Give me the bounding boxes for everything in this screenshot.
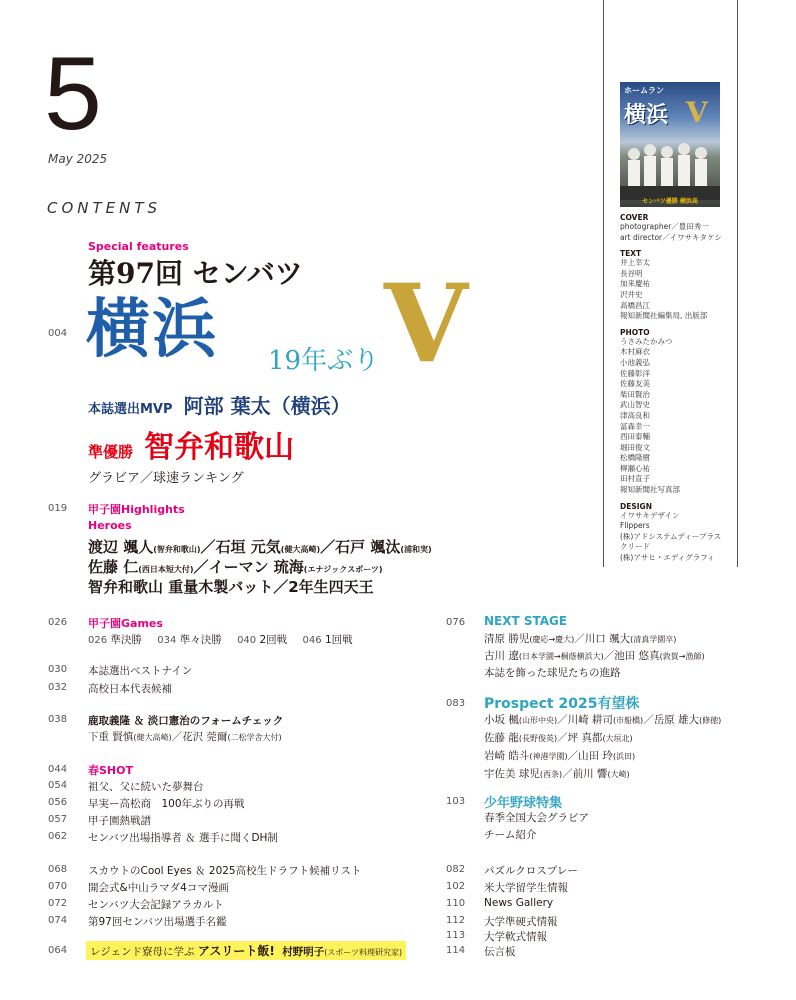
entry-page: 070 xyxy=(48,881,68,892)
player-name: 岳原 雄大 xyxy=(653,714,700,726)
hero-name: イーマン 琉海 xyxy=(208,558,304,576)
heroes-label: Heroes xyxy=(88,519,132,532)
player-school: (西条) xyxy=(539,770,563,779)
cover-banner: センバツ優勝 横浜高 xyxy=(642,198,698,205)
player-school: (大垣北) xyxy=(602,734,633,743)
entry-page: 032 xyxy=(48,682,68,693)
credits-design-line: Flippers xyxy=(620,521,650,531)
prospect-label: Prospect 2025有望株 xyxy=(484,696,640,712)
runner-up-name: 智弁和歌山 xyxy=(144,430,295,465)
shot-label: 春SHOT xyxy=(88,764,133,777)
prospect-line xyxy=(484,730,633,745)
hero-school: (エナジックスポーツ) xyxy=(303,565,383,574)
entry-page: 113 xyxy=(446,930,466,941)
credits-photo-line: 西田泰輔 xyxy=(620,432,650,442)
separator: ／ xyxy=(557,732,568,744)
player-school: (山形中央) xyxy=(518,716,558,725)
boys-item: 春季全国大会グラビア xyxy=(484,812,589,824)
player-name: 古川 遼 xyxy=(484,650,519,662)
credits-photo-label: PHOTO xyxy=(620,327,650,337)
prospect-line xyxy=(484,748,635,763)
legend-lead: レジェンド寮母に学ぶ xyxy=(90,946,195,958)
entry-page: 030 xyxy=(48,664,68,675)
legend-title: アスリート飯! xyxy=(197,944,275,958)
credits-photo-line: 松橋隆樹 xyxy=(620,453,650,463)
game-label: 準々決勝 xyxy=(179,634,222,646)
entry-page: 056 xyxy=(48,797,68,808)
credits-photo-line: うさみたかみつ xyxy=(620,336,673,346)
divider-vertical-right xyxy=(737,0,738,567)
credits-design-line: (株)アドシステムディープラス xyxy=(620,531,722,541)
separator: ／ xyxy=(574,633,585,645)
games-label: 甲子園Games xyxy=(88,617,163,630)
credits-text-line: 加来慶祐 xyxy=(620,279,650,289)
mvp-row xyxy=(88,390,351,419)
entry-page: 082 xyxy=(446,864,466,875)
player-name: 川口 颯大 xyxy=(584,633,631,645)
credits-design-label: DESIGN xyxy=(620,501,652,511)
legend-name: 村野明子 xyxy=(282,946,325,958)
credits-photo-line: 佐藤友美 xyxy=(620,379,650,389)
entry-page: 072 xyxy=(48,898,68,909)
player-school: (日本学園→桐蔭横浜大) xyxy=(518,652,604,661)
prospect-line xyxy=(484,766,630,781)
player-name: 花沢 莞爾 xyxy=(182,731,228,743)
special-v-mark: V xyxy=(384,261,468,387)
credits-text-line: 高橋昌江 xyxy=(620,300,650,310)
entry-title: 早実ー高松商 100年ぶりの再戦 xyxy=(88,798,245,810)
entry-title: 祖父、父に続いた夢舞台 xyxy=(88,781,204,793)
entry-title: 甲子園熱戦譜 xyxy=(88,815,151,827)
entry-page: 057 xyxy=(48,814,68,825)
player-school: (修徳) xyxy=(699,716,722,725)
entry-title: 大学準硬式情報 xyxy=(484,916,558,928)
player-school: (健大高崎) xyxy=(133,733,172,742)
player-school: (浜田) xyxy=(612,752,636,761)
credits-text-line: 長谷明 xyxy=(620,268,643,278)
player-name: 前川 響 xyxy=(572,768,608,780)
credits-text-line: 井上幸太 xyxy=(620,258,650,268)
game-label: 1回戦 xyxy=(324,634,353,646)
entry-page: 062 xyxy=(48,831,68,842)
credits-column xyxy=(620,213,735,564)
player-school: (神港学園) xyxy=(529,752,568,761)
entry-title: 高校日本代表候補 xyxy=(88,683,172,695)
credits-text-line: 沢井史 xyxy=(620,289,643,299)
player-name: 川崎 耕司 xyxy=(567,714,613,726)
player-name: 池田 悠真 xyxy=(614,650,660,662)
entry-page: 074 xyxy=(48,915,68,926)
entry-page: 068 xyxy=(48,864,68,875)
credits-photo-line: 田村直子 xyxy=(620,474,650,484)
mvp-name: 阿部 葉太（横浜） xyxy=(183,394,351,418)
entry-page: 114 xyxy=(446,945,466,956)
next-stage-label: NEXT STAGE xyxy=(484,614,568,628)
formcheck-players xyxy=(88,729,282,744)
credits-cover-line: photographer／豊田秀一 xyxy=(620,222,709,231)
shot-page: 044 xyxy=(48,764,68,775)
player-name: 小坂 楓 xyxy=(484,714,519,726)
special-line1: 第97回 センバツ xyxy=(88,257,303,290)
entry-page: 110 xyxy=(446,898,466,909)
entry-page: 054 xyxy=(48,780,68,791)
game-label: 準決勝 xyxy=(110,634,142,646)
credits-photo-line: 佐藤彰洋 xyxy=(620,368,650,378)
prospect-page: 083 xyxy=(446,698,466,709)
cover-team-photo xyxy=(620,130,720,200)
entry-title: 伝言板 xyxy=(484,946,516,958)
legend-banner xyxy=(86,941,406,960)
games-page-number: 026 xyxy=(48,617,68,628)
credits-photo-line: 木村麻衣 xyxy=(620,347,650,357)
heroes-line1 xyxy=(88,536,432,557)
player-name: 佐藤 龍 xyxy=(484,732,519,744)
credits-photo-line: 武山智史 xyxy=(620,400,650,410)
entry-title: 本誌選出ベストナイン xyxy=(88,665,193,677)
player-school: (慶応→慶大) xyxy=(529,635,575,644)
entry-page: 102 xyxy=(446,881,466,892)
highlights-label: 甲子園Highlights xyxy=(88,503,185,516)
boys-label: 少年野球特集 xyxy=(484,796,563,811)
player-school: (市船橋) xyxy=(612,716,644,725)
next-stage-line2 xyxy=(484,648,705,663)
credits-photo-line: 小池義弘 xyxy=(620,357,650,367)
player-name: 清原 勝児 xyxy=(484,633,530,645)
separator: ／ xyxy=(320,538,336,556)
cover-title-small: ホームラン xyxy=(624,86,664,95)
next-stage-page: 076 xyxy=(446,617,466,628)
separator: ／ xyxy=(603,650,615,662)
entry-title: 開会式&中山ラマダ4コマ漫画 xyxy=(88,882,229,894)
credits-photo-line: 冨森幸一 xyxy=(620,421,650,431)
credits-photo-line: 堀田俊文 xyxy=(620,442,650,452)
cover-v-mark: V xyxy=(686,96,708,129)
credits-design-line: (株)アサヒ・エディグラフィ xyxy=(620,553,715,563)
heroes-line2 xyxy=(88,556,383,577)
next-stage-line3: 本誌を飾った球児たちの進路 xyxy=(484,667,621,679)
highlights-page-number: 019 xyxy=(48,503,68,514)
hero-name: 渡辺 颯人 xyxy=(88,538,154,556)
entry-title: パズルクロスプレー xyxy=(484,865,578,877)
special-years: 19年ぶり xyxy=(268,346,380,376)
formcheck-title: 鹿取義隆 ＆ 淡口憲治のフォームチェック xyxy=(88,715,284,727)
special-page-number: 004 xyxy=(48,328,68,339)
issue-month: May 2025 xyxy=(48,152,108,166)
player-school: (清真学園卒) xyxy=(630,635,677,644)
gravure-line: グラビア／球速ランキング xyxy=(88,471,244,486)
mvp-label: 本誌選出MVP xyxy=(88,402,173,417)
entry-title: センバツ大会記録アラカルト xyxy=(88,899,224,911)
credits-photo-line: 津高良和 xyxy=(620,410,650,420)
entry-title: 米大学留学生情報 xyxy=(484,882,568,894)
credits-text-line: 報知新聞社編集局, 出版部 xyxy=(620,311,708,321)
legend-page: 064 xyxy=(48,945,68,956)
runner-up-row xyxy=(88,422,294,466)
heroes-line3: 智弁和歌山 重量木製バット／2年生四天王 xyxy=(88,578,374,596)
player-name: 宇佐美 球児 xyxy=(484,768,540,780)
cover-thumbnail xyxy=(620,82,720,207)
entry-title: 第97回センバツ出場選手名鑑 xyxy=(88,916,227,928)
boys-item: チーム紹介 xyxy=(484,829,537,841)
player-school: (長野俊英) xyxy=(518,734,558,743)
player-name: 坪 真都 xyxy=(567,732,603,744)
hero-school: (浦和実) xyxy=(400,545,432,554)
player-school: (大崎) xyxy=(607,770,630,779)
issue-number: 5 xyxy=(44,36,102,152)
prospect-line xyxy=(484,712,721,727)
separator: ／ xyxy=(200,538,216,556)
separator: ／ xyxy=(643,714,654,726)
separator: ／ xyxy=(171,731,183,743)
hero-name: 佐藤 仁 xyxy=(88,558,139,576)
entry-page: 112 xyxy=(446,915,466,926)
credits-text-label: TEXT xyxy=(620,249,642,259)
hero-school: (西日本短大付) xyxy=(138,565,194,574)
player-name: 岩崎 皓斗 xyxy=(484,750,530,762)
hero-school: (健大高崎) xyxy=(280,545,321,554)
formcheck-page: 038 xyxy=(48,714,68,725)
hero-school: (智弁和歌山) xyxy=(153,545,201,554)
divider-vertical-left xyxy=(603,0,604,567)
player-school: (敦賀→漁師) xyxy=(659,652,705,661)
runner-up-label: 準優勝 xyxy=(88,443,134,461)
credits-design-line: イワサキデザイン xyxy=(620,510,680,520)
special-big-title: 横浜 xyxy=(86,293,218,367)
entry-title: センバツ出場指導者 ＆ 選手に聞くDH制 xyxy=(88,832,278,844)
player-name: 下重 賢慎 xyxy=(88,731,134,743)
cover-title-big: 横浜 xyxy=(624,103,669,128)
game-page: 034 xyxy=(157,635,177,646)
separator: ／ xyxy=(567,750,579,762)
games-subitems xyxy=(88,632,353,647)
legend-note: (スポーツ料理研究家) xyxy=(324,948,403,957)
hero-name: 石垣 元気 xyxy=(215,538,281,556)
next-stage-line1 xyxy=(484,631,676,646)
separator: ／ xyxy=(193,558,209,576)
separator: ／ xyxy=(562,768,573,780)
credits-photo-line: 柴田賢治 xyxy=(620,389,650,399)
player-name: 山田 玲 xyxy=(578,750,613,762)
game-page: 040 xyxy=(237,635,257,646)
credits-cover-label: COVER xyxy=(620,213,649,222)
game-page: 046 xyxy=(302,635,322,646)
entry-title: 大学軟式情報 xyxy=(484,931,547,943)
special-label: Special features xyxy=(88,240,189,253)
credits-photo-line: 柳瀬心祐 xyxy=(620,463,650,473)
contents-heading: CONTENTS xyxy=(47,199,162,217)
game-page: 026 xyxy=(88,635,108,646)
player-school: (二松学舎大付) xyxy=(227,733,282,742)
entry-title: News Gallery xyxy=(484,897,554,909)
credits-design-line: クリード xyxy=(620,542,650,552)
credits-cover-line: art director／イワサキタケシ xyxy=(620,232,722,242)
hero-name: 石戸 颯汰 xyxy=(335,538,401,556)
game-label: 2回戦 xyxy=(259,634,288,646)
credits-photo-line: 報知新聞社写真部 xyxy=(620,485,680,495)
boys-page: 103 xyxy=(446,796,466,807)
separator: ／ xyxy=(557,714,568,726)
entry-title: スカウトのCool Eyes ＆ 2025高校生ドラフト候補リスト xyxy=(88,865,362,877)
